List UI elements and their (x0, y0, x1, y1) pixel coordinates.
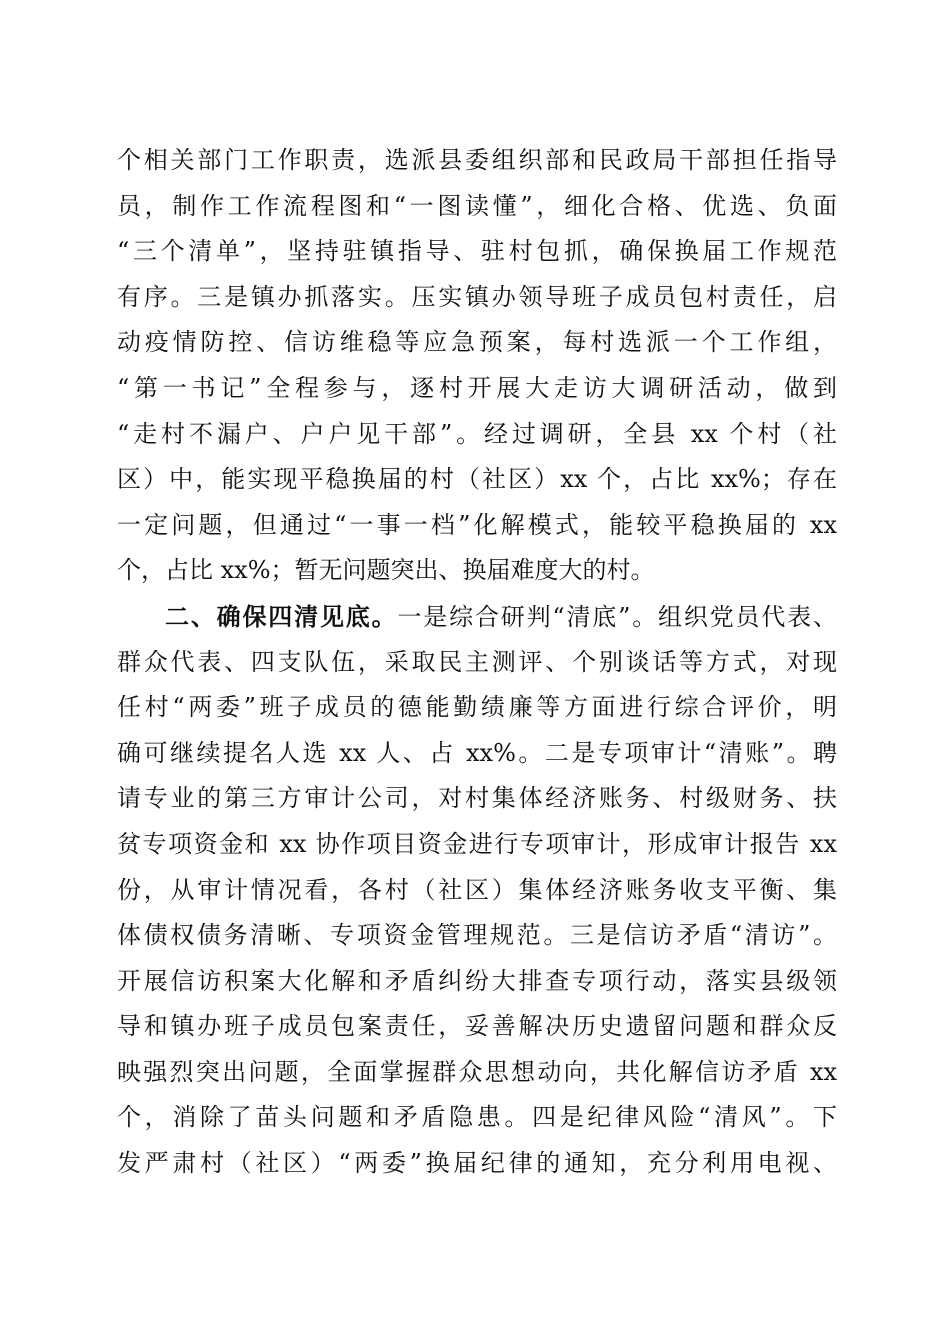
paragraph-line: 份，从审计情况看，各村（社区）集体经济账务收支平衡、集 (117, 875, 837, 904)
paragraph-line: 请专业的第三方审计公司，对村集体经济账务、村级财务、扶 (117, 784, 837, 813)
paragraph-line: 有序。三是镇办抓落实。压实镇办领导班子成员包村责任，启 (117, 282, 837, 311)
paragraph-line: “三个清单”，坚持驻镇指导、驻村包抓，确保换届工作规范 (117, 237, 837, 266)
document-body (117, 138, 837, 1187)
paragraph-line: 一定问题，但通过“一事一档”化解模式，能较平稳换届的 xx (117, 510, 837, 539)
paragraph-line: 映强烈突出问题，全面掌握群众思想动向，共化解信访矛盾 xx (117, 1057, 837, 1086)
paragraph-line: 动疫情防控、信访维稳等应急预案，每村选派一个工作组， (117, 328, 837, 357)
paragraph-line: 导和镇办班子成员包案责任，妥善解决历史遗留问题和群众反 (117, 1012, 837, 1041)
paragraph-line: 群众代表、四支队伍，采取民主测评、个别谈话等方式，对现 (117, 647, 837, 676)
paragraph-line: 区）中，能实现平稳换届的村（社区）xx 个，占比 xx%；存在 (117, 465, 837, 494)
section-heading: 二、确保四清见底。 (165, 601, 398, 631)
paragraph-line: 个相关部门工作职责，选派县委组织部和民政局干部担任指导 (117, 146, 837, 174)
paragraph-line: 开展信访积案大化解和矛盾纠纷大排查专项行动，落实县级领 (117, 966, 837, 995)
paragraph-line: 任村“两委”班子成员的德能勤绩廉等方面进行综合评价，明 (117, 693, 837, 722)
paragraph-line: “走村不漏户、户户见干部”。经过调研，全县 xx 个村（社 (117, 419, 837, 448)
paragraph-line: 体债权债务清晰、专项资金管理规范。三是信访矛盾“清访”。 (117, 921, 837, 950)
paragraph-line: “第一书记”全程参与，逐村开展大走访大调研活动，做到 (117, 373, 837, 402)
paragraph-line: 发严肃村（社区）“两委”换届纪律的通知，充分利用电视、 (117, 1149, 837, 1178)
section-first-line-text: 一是综合研判“清底”。组织党员代表、 (397, 602, 837, 631)
paragraph-line: 确可继续提名人选 xx 人、占 xx%。二是专项审计“清账”。聘 (117, 738, 837, 767)
section-heading-line (117, 594, 837, 640)
paragraph-line: 个，占比 xx%；暂无问题突出、换届难度大的村。 (117, 556, 655, 585)
paragraph-line: 员，制作工作流程图和“一图读懂”，细化合格、优选、负面 (117, 191, 837, 220)
paragraph-line: 贫专项资金和 xx 协作项目资金进行专项审计，形成审计报告 xx (117, 829, 837, 858)
paragraph-line: 个，消除了苗头问题和矛盾隐患。四是纪律风险“清风”。下 (117, 1103, 837, 1132)
